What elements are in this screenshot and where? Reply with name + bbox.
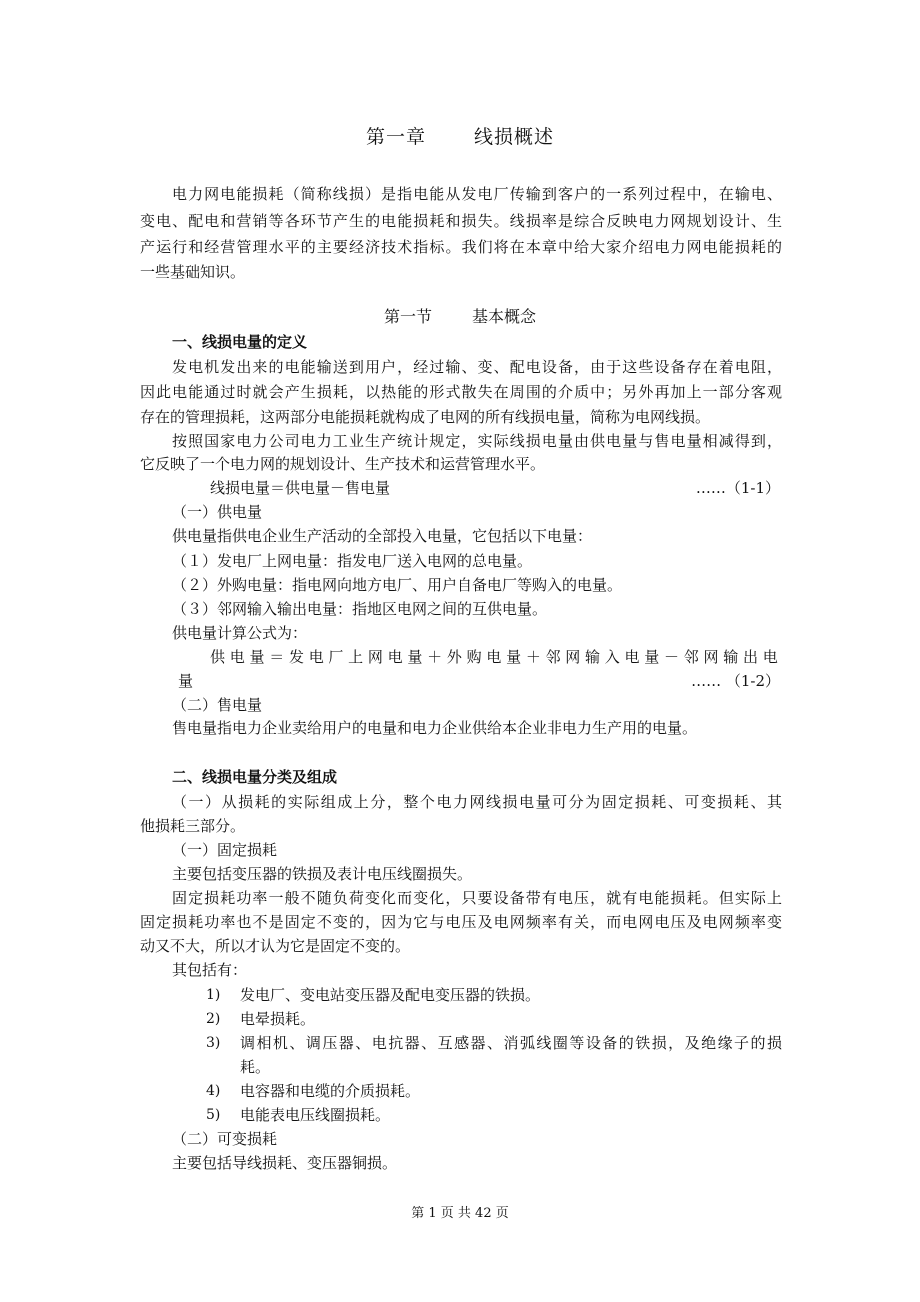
section-label: 第一节 <box>383 307 432 326</box>
formula-1-1-ref: ……（1-1） <box>695 479 780 497</box>
list-item-1-text: 发电厂、变电站变压器及配电变压器的铁损。 <box>240 986 541 1004</box>
page-footer: 第 1 页 共 42 页 <box>411 1206 509 1221</box>
part1-heading: 一、线损电量的定义 <box>172 333 308 351</box>
part1-para1-line-2: 因此电能通过时就会产生损耗，以热能的形式散失在周围的介质中；另外再加上一部分客观 <box>140 383 782 401</box>
chapter-title <box>0 124 920 150</box>
intro-line-1: 电力网电能损耗（简称线损）是指电能从发电厂传输到客户的一系列过程中，在输电、 <box>172 185 782 203</box>
fixed-para-line-3: 动又不大，所以才认为它是固定不变的。 <box>140 937 411 955</box>
fixed-para-line-2: 固定损耗功率也不是固定不变的，因为它与电压及电网频率有关，而电网电压及电网频率变 <box>140 913 782 931</box>
list-item-3-text-line-1: 调相机、调压器、电抗器、互感器、消弧线圈等设备的铁损，及绝缘子的损 <box>240 1034 782 1052</box>
formula-1-2-line-1: 供电量＝发电厂上网电量＋外购电量＋邻网输入电量－邻网输出电 <box>210 648 782 666</box>
sales-heading: （二）售电量 <box>172 696 263 714</box>
list-item-3-number: 3) <box>206 1035 221 1051</box>
formula-1-2-line-2: 量 <box>178 672 194 690</box>
part2-intro-line-1: （一）从损耗的实际组成上分，整个电力网线损电量可分为固定损耗、可变损耗、其 <box>172 793 782 811</box>
fixed-includes: 其包括有： <box>172 961 248 979</box>
part1-para2-line-1: 按照国家电力公司电力工业生产统计规定，实际线损电量由供电量与售电量相减得到， <box>172 432 782 450</box>
fixed-desc: 主要包括变压器的铁损及表计电压线圈损失。 <box>172 865 473 883</box>
list-item-5-text: 电能表电压线圈损耗。 <box>240 1106 391 1124</box>
intro-line-4: 一些基础知识。 <box>140 263 246 281</box>
variable-heading: （二）可变损耗 <box>172 1130 278 1148</box>
supply-heading: （一）供电量 <box>172 503 263 521</box>
variable-desc: 主要包括导线损耗、变压器铜损。 <box>172 1154 398 1172</box>
part1-para1-line-1: 发电机发出来的电能输送到用户，经过输、变、配电设备，由于这些设备存在着电阻， <box>172 358 782 376</box>
part2-intro-line-2: 他损耗三部分。 <box>140 817 246 835</box>
formula-1-2-ref: …… （1-2） <box>691 672 780 690</box>
part1-para1-line-3: 存在的管理损耗，这两部分电能损耗就构成了电网的所有线损电量，简称为电网线损。 <box>140 408 711 426</box>
intro-line-3: 产运行和经营管理水平的主要经济技术指标。我们将在本章中给大家介绍电力网电能损耗的 <box>140 238 782 256</box>
supply-item-3: （３）邻网输入输出电量：指地区电网之间的互供电量。 <box>172 600 548 618</box>
list-item-4-number: 4) <box>206 1083 221 1099</box>
chapter-name: 线损概述 <box>474 126 555 148</box>
formula-1-1: 线损电量＝供电量－售电量 <box>210 479 391 497</box>
supply-formula-intro: 供电量计算公式为： <box>172 624 308 642</box>
supply-desc: 供电量指供电企业生产活动的全部投入电量，它包括以下电量： <box>172 527 593 545</box>
fixed-para-line-1: 固定损耗功率一般不随负荷变化而变化，只要设备带有电压，就有电能损耗。但实际上 <box>172 889 782 907</box>
section-name: 基本概念 <box>472 307 537 326</box>
list-item-5-number: 5) <box>206 1107 221 1123</box>
list-item-2-text: 电晕损耗。 <box>240 1010 316 1028</box>
supply-item-2: （２）外购电量：指电网向地方电厂、用户自备电厂等购入的电量。 <box>172 576 623 594</box>
part1-para2-line-2: 它反映了一个电力网的规划设计、生产技术和运营管理水平。 <box>140 455 546 473</box>
supply-item-1: （１）发电厂上网电量：指发电厂送入电网的总电量。 <box>172 552 533 570</box>
part2-heading: 二、线损电量分类及组成 <box>172 768 338 786</box>
section-title <box>0 305 920 329</box>
chapter-label: 第一章 <box>365 126 426 148</box>
sales-desc: 售电量指电力企业卖给用户的电量和电力企业供给本企业非电力生产用的电量。 <box>172 719 698 737</box>
list-item-1-number: 1) <box>206 987 221 1003</box>
list-item-2-number: 2) <box>206 1011 221 1027</box>
list-item-4-text: 电容器和电缆的介质损耗。 <box>240 1082 421 1100</box>
list-item-3-text-line-2: 耗。 <box>240 1058 271 1076</box>
fixed-heading: （一）固定损耗 <box>172 841 278 859</box>
intro-line-2: 变电、配电和营销等各环节产生的电能损耗和损失。线损率是综合反映电力网规划设计、生 <box>140 212 782 230</box>
